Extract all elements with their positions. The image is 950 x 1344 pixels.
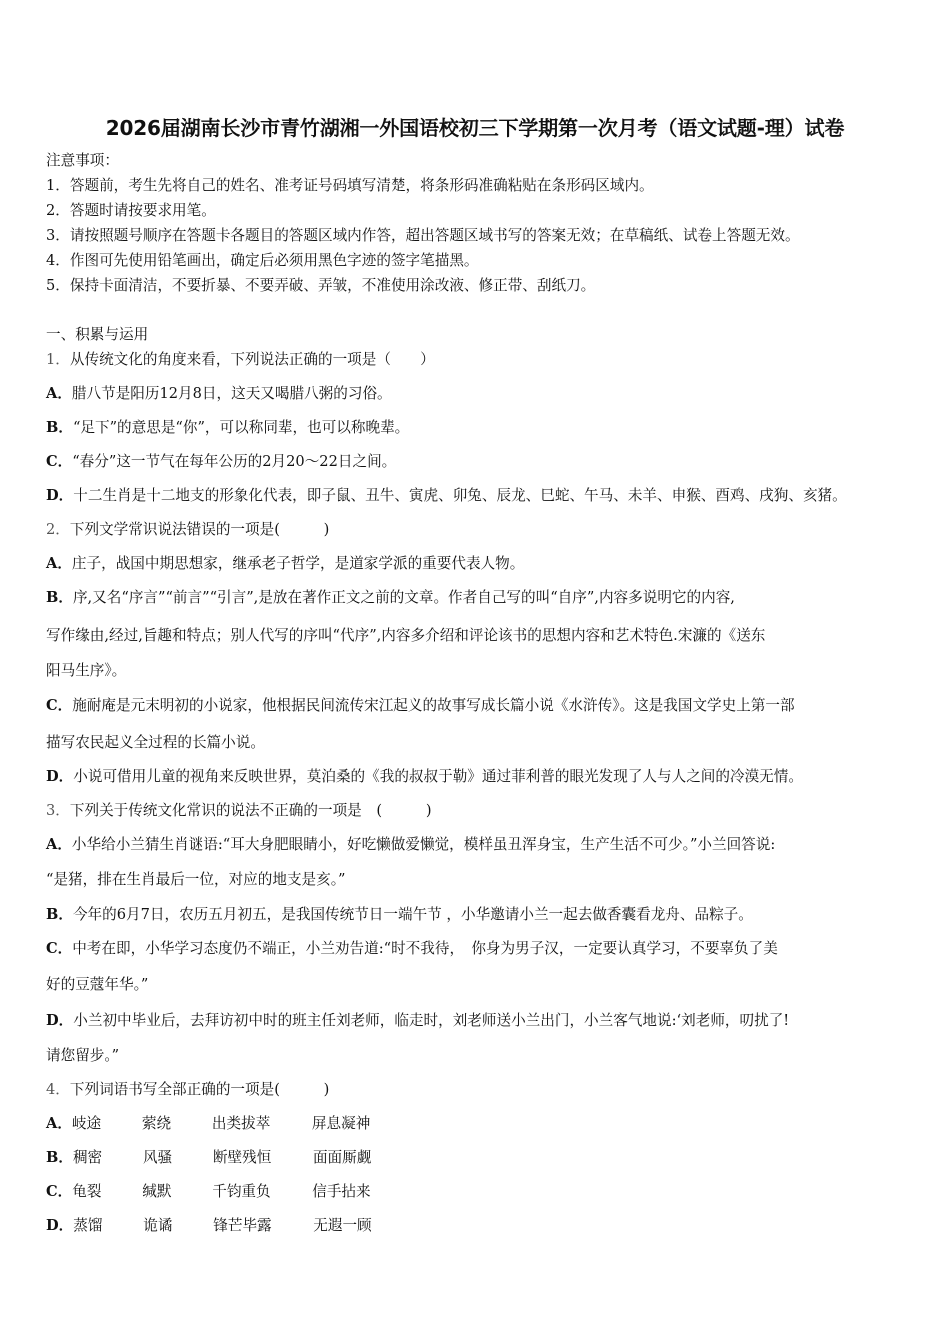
word: 龟裂 (72, 1183, 102, 1200)
option-text: 十二生肖是十二地支的形象化代表，即子鼠、丑牛、寅虎、卯兔、辰龙、巳蛇、午马、未羊、申猴、酉鸡、戌狗、亥猪。 (73, 487, 847, 504)
option-a (46, 554, 524, 574)
option-text: 小说可借用儿童的视角来反映世界，莫泊桑的《我的叔叔于勒》通过菲利普的眼光发现了人与人之间的冷漠无情。 (73, 768, 803, 785)
option-text: 施耐庵是元末明初的小说家，他根据民间流传宋江起义的故事写成长篇小说《水浒传》。这是我国文学史上第一部 (72, 697, 795, 714)
question-number: 4． (46, 1081, 70, 1098)
option-text: 序,又名“序言”“前言”“引言”,是放在著作正文之前的文章。作者自己写的叫“自序”,内容多说明它的内容, (72, 589, 735, 606)
option-c (46, 452, 396, 472)
question-1 (46, 350, 435, 370)
notice-item: 5．保持卡面清洁，不要折暴、不要弄破、弄皱，不准使用涂改液、修正带、刮纸刀。 (46, 277, 596, 294)
word: 断壁残恒 (212, 1149, 272, 1166)
word: 蒸馏 (73, 1217, 103, 1234)
notice-item: 4．作图可先使用铅笔画出，确定后必须用黑色字迹的签字笔描黑。 (46, 252, 479, 269)
page-title: 2026届湖南长沙市青竹湖湘一外国语校初三下学期第一次月考（语文试题-理）试卷 (105, 116, 845, 140)
option-label: A． (46, 836, 72, 853)
option-label: D． (46, 768, 74, 785)
option-text: 小华给小兰猜生肖谜语:“耳大身肥眼睛小，好吃懒做爱懒觉，模样虽丑浑身宝，生产生活不可少。”小兰回答说: (71, 836, 776, 853)
option-d (46, 1216, 413, 1236)
option-text-continued: 请您留步。” (46, 1047, 120, 1064)
option-label: C． (46, 697, 73, 714)
option-a (46, 1114, 412, 1134)
option-label: B． (46, 419, 73, 436)
option-b (46, 1148, 413, 1168)
option-label: A． (46, 385, 72, 402)
option-label: C． (46, 1183, 73, 1200)
option-text: “春分”这一节气在每年公历的2月20～22日之间。 (72, 453, 397, 470)
word: 萦绕 (141, 1115, 172, 1132)
option-d (46, 1011, 789, 1031)
option-label: D． (46, 487, 74, 504)
question-4 (46, 1080, 329, 1100)
word: 稠密 (72, 1149, 103, 1166)
notice-heading: 注意事项： (46, 152, 119, 169)
option-label: B． (46, 1149, 73, 1166)
option-label: C． (46, 453, 73, 470)
question-2 (46, 520, 329, 540)
question-stem: 下列关于传统文化常识的说法不正确的一项是 ( ) (69, 802, 432, 819)
word: 无遐一顾 (313, 1217, 372, 1234)
word: 锋芒毕露 (213, 1217, 272, 1234)
question-3 (46, 801, 432, 821)
question-stem: 从传统文化的角度来看，下列说法正确的一项是（ ） (69, 351, 435, 368)
option-text: 中考在即，小华学习态度仍不端正，小兰劝告道:“时不我待， 你身为男子汉，一定要认真学习，不要辜负了美 (72, 940, 778, 957)
option-d (46, 767, 803, 787)
option-label: A． (46, 555, 72, 572)
question-number: 2． (46, 521, 70, 538)
option-text: 腊八节是阳历12月8日，这天又喝腊八粥的习俗。 (71, 385, 392, 402)
section-heading: 一、积累与运用 (46, 326, 149, 343)
word: 出类拔萃 (211, 1115, 271, 1132)
option-c (46, 696, 795, 716)
word: 风骚 (142, 1149, 173, 1166)
option-a (46, 384, 392, 404)
option-label: C． (46, 940, 73, 957)
question-number: 1． (46, 351, 70, 368)
word: 缄默 (142, 1183, 172, 1200)
option-d (46, 486, 847, 506)
option-c (46, 939, 778, 959)
option-text: 今年的6月7日，农历五月初五，是我国传统节日一端午节 ，小华邀请小兰一起去做香囊看龙舟、品粽子。 (72, 906, 753, 923)
option-a (46, 835, 775, 855)
option-text-continued: 好的豆蔻年华。” (46, 976, 149, 993)
notice-item: 2．答题时请按要求用笔。 (46, 202, 216, 219)
option-label: B． (46, 589, 73, 606)
option-label: B． (46, 906, 73, 923)
question-stem: 下列文学常识说法错误的一项是( ) (69, 521, 330, 538)
option-label: D． (46, 1217, 74, 1234)
option-b (46, 905, 753, 925)
option-label: D． (46, 1012, 74, 1029)
option-text: “足下”的意思是“你”，可以称同辈，也可以称晚辈。 (72, 419, 410, 436)
option-text-continued: 写作缘由,经过,旨趣和特点；别人代写的序叫“代序”,内容多介绍和评论该书的思想内容和艺术特色.宋濂的《送东 (46, 627, 766, 644)
word: 诡谲 (143, 1217, 173, 1234)
option-label: A． (46, 1115, 72, 1132)
option-text: 小兰初中毕业后，去拜访初中时的班主任刘老师，临走时，刘老师送小兰出门，小兰客气地说:‘刘老师，叨扰了! (73, 1012, 790, 1029)
option-text-continued: “是猪，排在生肖最后一位，对应的地支是亥。” (46, 871, 346, 888)
word: 千钧重负 (212, 1183, 271, 1200)
word: 岐途 (71, 1115, 102, 1132)
option-b (46, 418, 409, 438)
option-b (46, 588, 735, 608)
option-text-continued: 阳马生序》。 (46, 662, 127, 679)
question-stem: 下列词语书写全部正确的一项是( ) (69, 1081, 330, 1098)
word: 屏息凝神 (311, 1115, 371, 1132)
word: 面面厮觑 (312, 1149, 372, 1166)
question-number: 3． (46, 802, 70, 819)
word: 信手拈来 (312, 1183, 371, 1200)
option-text: 庄子，战国中期思想家，继承老子哲学，是道家学派的重要代表人物。 (71, 555, 525, 572)
option-c (46, 1182, 412, 1202)
notice-item: 3．请按照题号顺序在答题卡各题目的答题区域内作答，超出答题区域书写的答案无效；在草稿纸、试卷上答题无效。 (46, 227, 800, 244)
option-text-continued: 描写农民起义全过程的长篇小说。 (46, 734, 265, 751)
notice-item: 1．答题前，考生先将自己的姓名、准考证号码填写清楚，将条形码准确粘贴在条形码区域内。 (46, 177, 654, 194)
